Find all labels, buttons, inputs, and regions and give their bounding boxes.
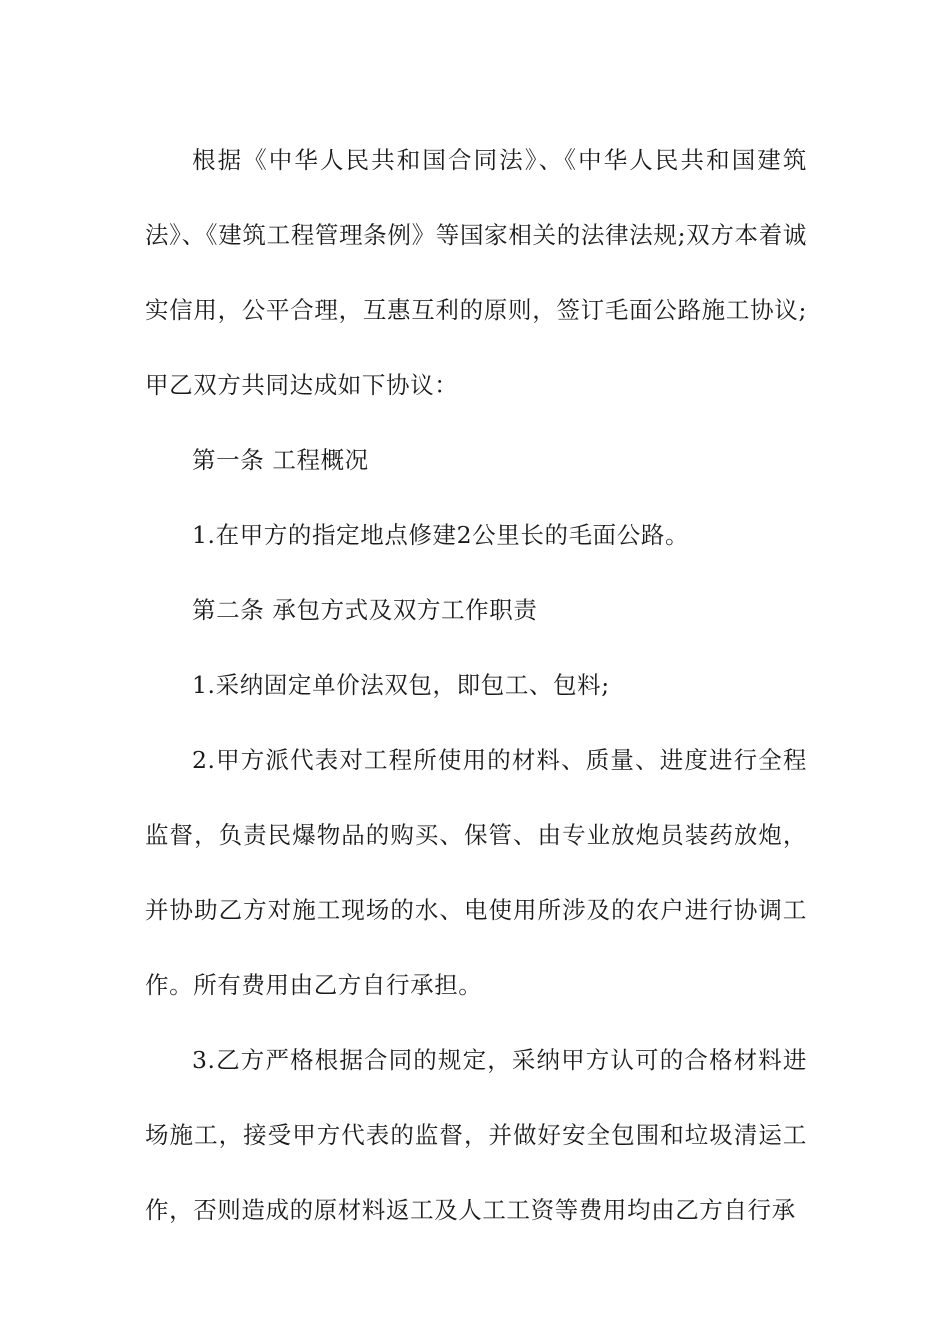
article-1-heading: 第一条 工程概况 (192, 446, 369, 474)
article-2-heading: 第二条 承包方式及双方工作职责 (192, 596, 538, 624)
article-2-clause-1: 1.采纳固定单价法双包，即包工、包料; (192, 671, 610, 699)
document-body (145, 123, 807, 1248)
article-1-clause-1: 1.在甲方的指定地点修建2公里长的毛面公路。 (192, 521, 690, 549)
preamble-paragraph: 根据《中华人民共和国合同法》、《中华人民共和国建筑法》、《建筑工程管理条例》等国家相关的法律法规;双方本着诚实信用，公平合理，互惠互利的原则，签订毛面公路施工协议;甲乙双方共同达成如下协议： (145, 146, 807, 399)
article-2-clause-2: 2.甲方派代表对工程所使用的材料、质量、进度进行全程监督，负责民爆物品的购买、保管、由专业放炮员装药放炮，并协助乙方对施工现场的水、电使用所涉及的农户进行协调工作。所有费用由乙方自行承担。 (145, 746, 807, 999)
article-2-clause-3: 3.乙方严格根据合同的规定，采纳甲方认可的合格材料进场施工，接受甲方代表的监督，并做好安全包围和垃圾清运工作，否则造成的原材料返工及人工工资等费用均由乙方自行承 (145, 1046, 807, 1224)
